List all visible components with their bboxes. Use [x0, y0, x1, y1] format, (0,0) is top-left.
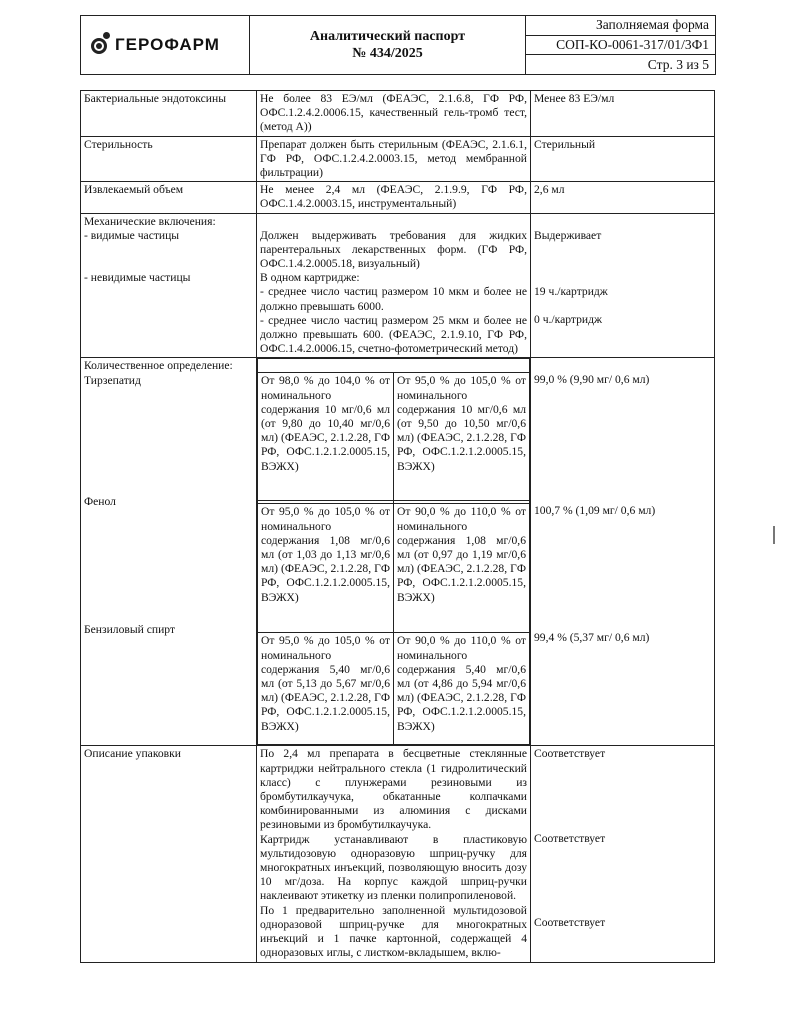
benzyl-alcohol-norm-shelf: От 90,0 % до 110,0 % от номинального содержания 5,40 мг/0,6 мл (от 4,86 до 5,94 мг/0,6 мл) (ФЕАЭС, 2.1.2.28, ГФ РФ, ОФС.1.2.1.2.0005.15, ВЭЖХ) — [394, 633, 530, 745]
packaging-result-3: Соответствует — [534, 915, 606, 929]
tirzepatide-label: Тирзепатид — [84, 373, 141, 387]
table-row — [81, 358, 715, 746]
form-info — [526, 16, 715, 74]
result-packaging — [531, 746, 715, 962]
document-header — [80, 15, 716, 75]
test-name-inclusions — [81, 213, 257, 358]
gerofarm-logo-icon — [91, 32, 111, 58]
inclusions-title: Механические включения: — [84, 214, 216, 228]
visible-particles-result: Выдерживает — [534, 228, 602, 242]
result-volume: 2,6 мл — [531, 182, 715, 213]
company-logo — [81, 16, 250, 74]
phenol-norm-release: От 95,0 % до 105,0 % от номинального содержания 1,08 мг/0,6 мл (от 1,03 до 1,13 мг/0,6 мл) (ФЕАЭС, 2.1.2.28, ГФ РФ, ОФС.1.2.1.2.0005.15, ВЭЖХ) — [258, 504, 394, 633]
table-row — [81, 213, 715, 358]
test-name-sterility: Стерильность — [81, 136, 257, 182]
page-number: Стр. 3 из 5 — [647, 56, 709, 72]
invisible-particles-norm-25um: - среднее число частиц размером 25 мкм и более не должно превышать 600. (ФЕАЭС, 2.1.9.10, ГФ РФ, ОФС.1.4.2.0006.15, счетно-фотометрический метод) — [260, 313, 527, 356]
benzyl-alcohol-result: 99,4 % (5,37 мг/ 0,6 мл) — [534, 630, 650, 644]
benzyl-alcohol-norm-release: От 95,0 % до 105,0 % от номинального содержания 5,40 мг/0,6 мл (от 5,13 до 5,67 мг/0,6 мл) (ФЕАЭС, 2.1.2.28, ГФ РФ, ОФС.1.2.1.2.0005.15, ВЭЖХ) — [258, 633, 394, 745]
invisible-particles-result-10um: 19 ч./картридж — [534, 284, 608, 298]
form-code: СОП-КО-0061-317/01/3Ф1 — [526, 35, 715, 56]
test-name-volume: Извлекаемый объем — [81, 182, 257, 213]
table-row — [81, 746, 715, 962]
company-name: ГЕРОФАРМ — [115, 35, 220, 54]
visible-particles-label: - видимые частицы — [84, 228, 180, 242]
result-sterility: Стерильный — [531, 136, 715, 182]
scan-mark — [773, 526, 775, 544]
test-name-packaging: Описание упаковки — [81, 746, 257, 962]
phenol-norm-shelf: От 90,0 % до 110,0 % от номинального содержания 1,08 мг/0,6 мл (от 0,97 до 1,19 мг/0,6 мл) (ФЕАЭС, 2.1.2.28, ГФ РФ, ОФС.1.2.1.2.0005.15, ВЭЖХ) — [394, 504, 530, 633]
phenol-label: Фенол — [84, 494, 116, 508]
norm-assay — [257, 358, 531, 746]
packaging-result-1: Соответствует — [534, 747, 606, 761]
packaging-description-1: По 2,4 мл препарата в бесцветные стеклянные картриджи нейтрального стекла (1 гидролитический класс) с плунжерами резиновыми из бромбутилкаучука, обкатанные колпачками комбинированными из алюминия с дисками резиновыми из бромбутилкаучука. — [260, 747, 527, 832]
result-endotoxins: Менее 83 ЕЭ/мл — [531, 91, 715, 137]
document-title — [250, 16, 526, 74]
packaging-description-3: По 1 предварительно заполненной мультидозовой одноразовой шприц-ручке для многократных инъекций и 1 пачке картонной, содержащей 4 одноразовых иглы, с листком-вкладышем, вклю- — [260, 903, 527, 960]
table-row — [81, 91, 715, 137]
passport-number: № 434/2025 — [352, 46, 423, 61]
norm-volume: Не менее 2,4 мл (ФЕАЭС, 2.1.9.9, ГФ РФ, ОФС.1.4.2.0003.15, инструментальный) — [257, 182, 531, 213]
assay-norm-subtable — [257, 358, 530, 745]
packaging-description-2: Картридж устанавливают в пластиковую мультидозовую одноразовую шприц-ручку для многократных инъекций, позволяющую вносить дозу 10 мг/доза. На корпус каждой шприц-ручки наклеивают этикетку из пленки полипропиленовой. — [260, 832, 527, 903]
table-row — [81, 136, 715, 182]
norm-inclusions — [257, 213, 531, 358]
phenol-result: 100,7 % (1,09 мг/ 0,6 мл) — [534, 503, 656, 517]
test-name-endotoxins: Бактериальные эндотоксины — [81, 91, 257, 137]
invisible-particles-label: - невидимые частицы — [84, 271, 191, 285]
form-label: Заполняемая форма — [595, 17, 709, 33]
invisible-particles-intro: В одном картридже: — [260, 271, 360, 285]
result-assay — [531, 358, 715, 746]
tirzepatide-norm-shelf: От 95,0 % до 105,0 % от номинального содержания 10 мг/0,6 мл (от 9,50 до 10,50 мг/0,6 мл) (ФЕАЭС, 2.1.2.28, ГФ РФ, ОФС.1.2.1.2.0005.15, ВЭЖХ) — [394, 373, 530, 501]
invisible-particles-norm-10um: - среднее число частиц размером 10 мкм и более не должно превышать 6000. — [260, 285, 527, 313]
analysis-table — [80, 90, 715, 963]
result-inclusions — [531, 213, 715, 358]
title-line-1: Аналитический паспорт — [309, 29, 466, 44]
visible-particles-norm: Должен выдерживать требования для жидких парентеральных лекарственных форм. (ГФ РФ, ОФС.1.4.2.0005.18, визуальный) — [260, 228, 527, 271]
tirzepatide-result: 99,0 % (9,90 мг/ 0,6 мл) — [534, 373, 650, 387]
assay-title: Количественное определение: — [84, 359, 233, 373]
norm-endotoxins: Не более 83 ЕЭ/мл (ФЕАЭС, 2.1.6.8, ГФ РФ, ОФС.1.2.4.2.0006.15, качественный гель-тромб тест, (метод А)) — [257, 91, 531, 137]
test-name-assay — [81, 358, 257, 746]
norm-sterility: Препарат должен быть стерильным (ФЕАЭС, 2.1.6.1, ГФ РФ, ОФС.1.2.4.2.0003.15, метод мембранной фильтрации) — [257, 136, 531, 182]
invisible-particles-result-25um: 0 ч./картридж — [534, 313, 603, 327]
tirzepatide-norm-release: От 98,0 % до 104,0 % от номинального содержания 10 мг/0,6 мл (от 9,80 до 10,40 мг/0,6 мл) (ФЕАЭС, 2.1.2.28, ГФ РФ, ОФС.1.2.1.2.0005.15, ВЭЖХ) — [258, 373, 394, 501]
table-row — [81, 182, 715, 213]
benzyl-alcohol-label: Бензиловый спирт — [84, 623, 176, 637]
packaging-result-2: Соответствует — [534, 831, 606, 845]
norm-packaging — [257, 746, 531, 962]
